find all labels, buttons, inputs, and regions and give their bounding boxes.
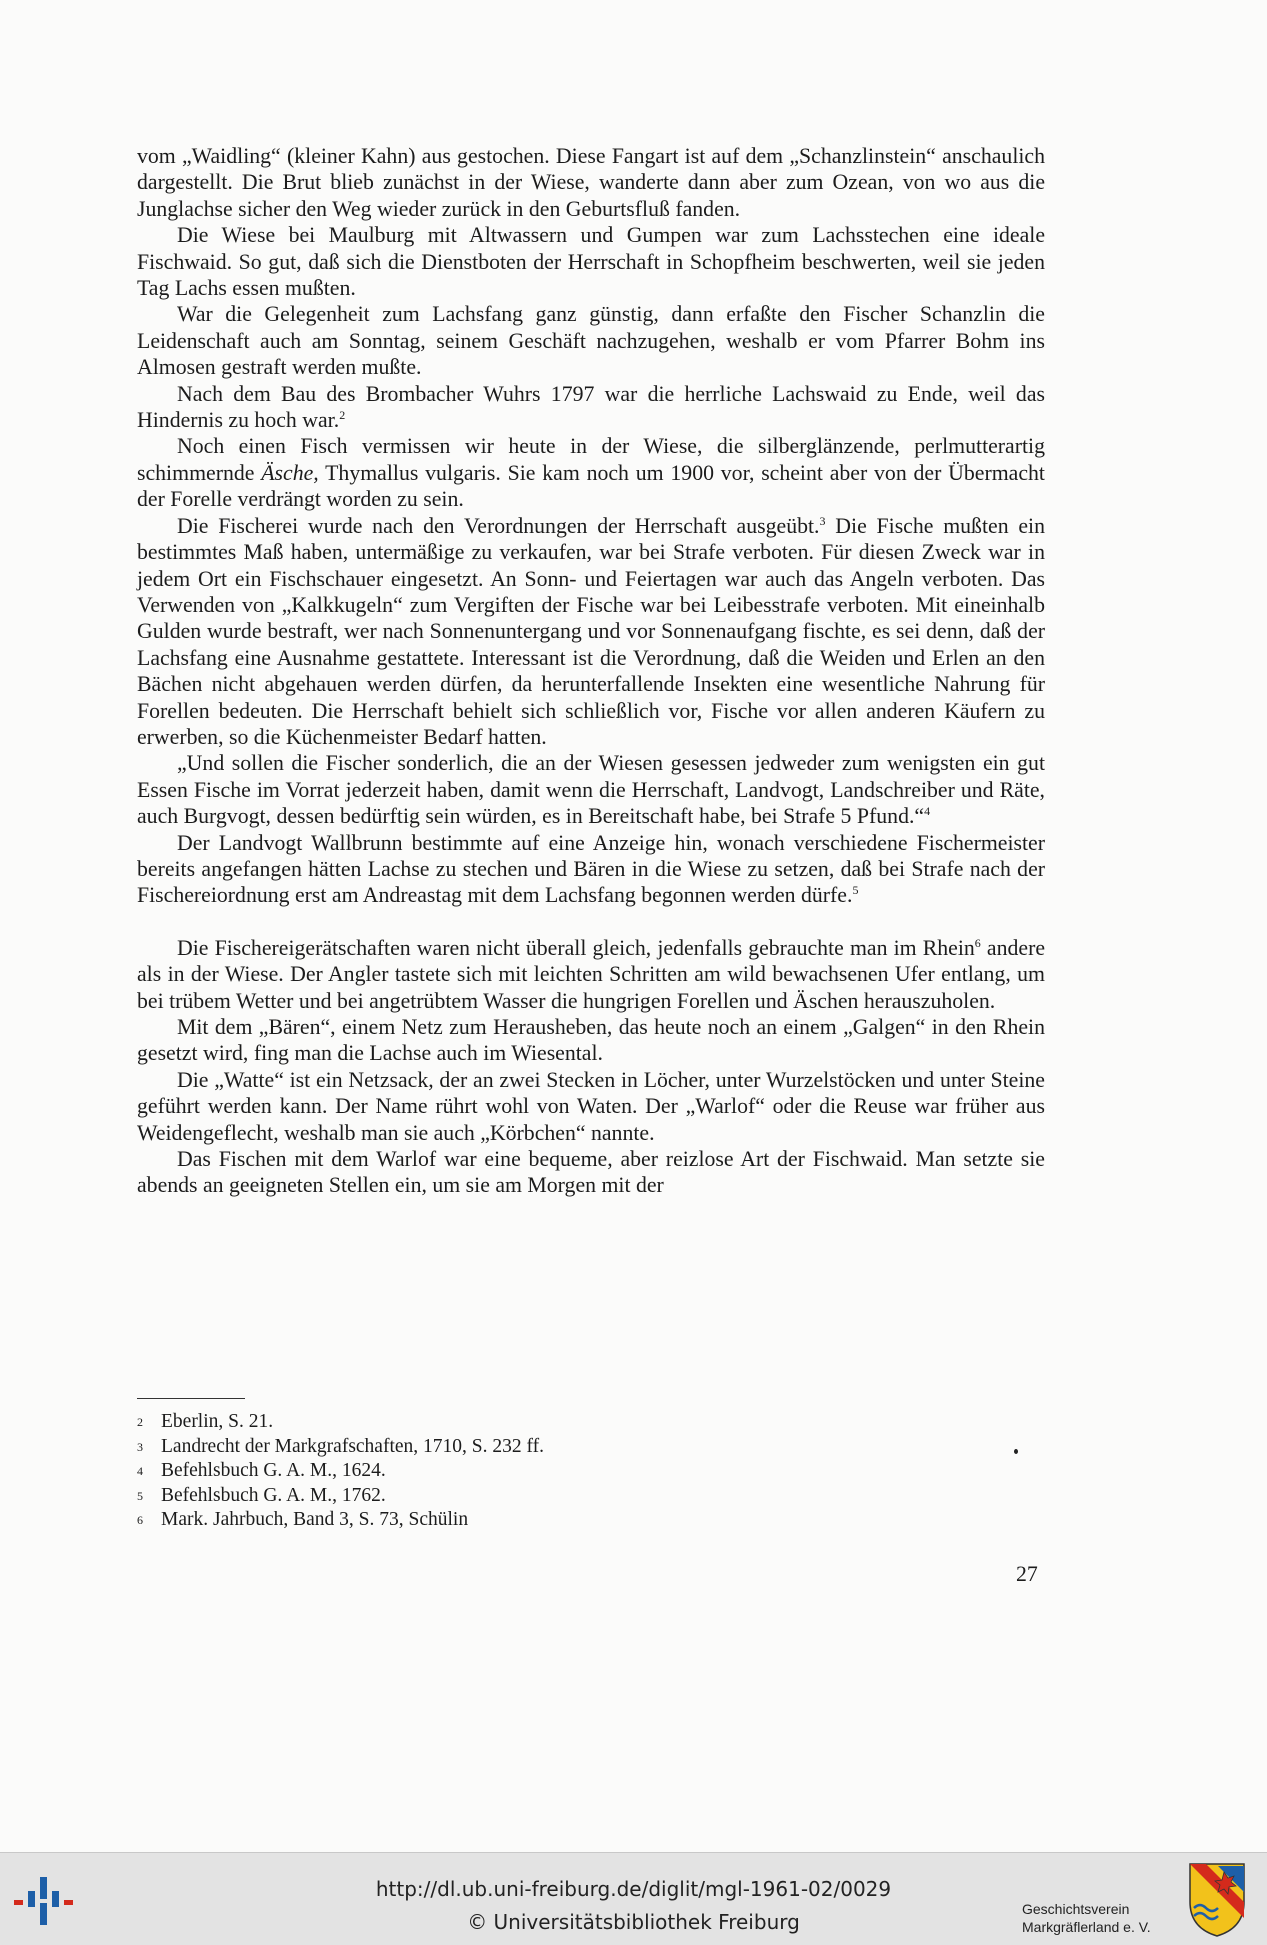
scan-speck [1014,1449,1018,1454]
footnote [137,1459,837,1484]
paragraph-6 [137,513,1045,751]
footnote-number: 5 [137,1488,143,1503]
paragraph-5-text-b: Thymallus vulgaris. Sie kam noch um 1900 vor, scheint aber von der Übermacht der Forelle verdrängt worden zu sein. [137,460,1045,512]
footnotes [137,1410,837,1533]
footnote-text: Eberlin, S. 21. [161,1411,274,1432]
footnote-text: Befehlsbuch G. A. M., 1624. [161,1460,386,1482]
society-name-line-2: Markgräflerland e. V. [1022,1919,1151,1935]
paragraph-6-text-a: Die Fischerei wurde nach den Verordnungen der Herrschaft ausgeübt. [177,513,820,538]
page-number: 27 [1016,1562,1038,1586]
footnote-number: 4 [137,1464,143,1479]
paragraph-9-text-b: andere als in der Wiese. Der Angler tastete sich mit leichten Schritten am wild bewachsenen Ufer entlang, um bei trübem Wetter und bei angetrübtem Wasser die hungrigen Forellen und Äschen herauszuholen. [137,935,1046,1013]
coat-of-arms-icon[interactable] [1188,1862,1246,1938]
footnote [137,1410,837,1435]
footnote-ref-3[interactable]: 3 [819,513,826,528]
paragraph-9 [137,935,1045,1014]
paragraph-7-text: „Und sollen die Fischer sonderlich, die an der Wiesen gesessen jedweder zum wenigsten ein gut Essen Fische im Vorrat jederzeit haben, damit wenn die Herrschaft, Landvogt, Landschreiber und Räte, auch Burgvogt, dessen bedürftig sein würden, es in Bereitschaft habe, bei Strafe 5 Pfund.“ [137,751,1045,829]
footnote-number: 3 [137,1439,143,1454]
paragraph-5-emphasis: Äsche, [261,460,319,485]
footnote-ref-2[interactable]: 2 [339,408,346,423]
paragraph-5-text-a: Noch einen Fisch vermissen wir heute in der Wiese, die silberglänzende, perlmutterartig schimmernde [137,434,1045,485]
main-text [137,143,1045,1199]
footnote-ref-6[interactable]: 6 [974,935,981,950]
paragraph-5 [137,433,1045,512]
document-url-link[interactable]: http://dl.ub.uni-freiburg.de/diglit/mgl-1961-02/0029 [375,1877,892,1901]
footnote-number: 6 [137,1513,143,1528]
footnote-ref-5[interactable]: 5 [852,883,859,898]
paragraph-1: vom „Waidling“ (kleiner Kahn) aus gestochen. Diese Fangart ist auf dem „Schanzlinstein“ anschaulich dargestellt. Die Brut blieb zunächst in der Wiese, wanderte dann aber zum Ozean, von wo aus die Junglachse sicher den Weg wieder zurück in den Geburtsfluß fanden. [137,144,1045,221]
paragraph-6-text-b: Die Fische mußten ein bestimmtes Maß haben, untermäßige zu verkaufen, war bei Strafe verboten. Für diesen Zweck war in jedem Ort ein Fischschauer eingesetzt. An Sonn- und Feiertagen war auch das Angeln verboten. Das Verwenden von „Kalkkugeln“ zum Vergiften der Fische war bei Leibesstrafe verboten. Mit eineinhalb Gulden wurde bestraft, wer nach Sonnenuntergang und vor Sonnenaufgang fischte, es sei denn, daß der Lachsfang eine Ausnahme gestattete. Interessant ist die Verordnung, daß die Weiden und Erlen an den Bächen nicht abgehauen werden dürfen, da herunterfallende Insekten eine wesentliche Nahrung für Forellen bedeuten. Die Herrschaft behielt sich schließlich vor, Fische vor allen anderen Käufern zu erwerben, so die Küchenmeister Bedarf hatten. [137,513,1045,749]
paragraph-4-text: Nach dem Bau des Brombacher Wuhrs 1797 war die herrliche Lachswaid zu Ende, weil das Hindernis zu hoch war. [137,381,1045,433]
viewer-bottom-bar [0,1852,1267,1945]
footnote [137,1435,837,1460]
paragraph-2: Die Wiese bei Maulburg mit Altwassern und Gumpen war zum Lachsstechen eine ideale Fischwaid. So gut, daß sich die Dienstboten der Herrschaft in Schopfheim beschwerten, weil sie jeden Tag Lachs essen mußten. [137,223,1045,301]
footnote-number: 2 [137,1415,143,1429]
paragraph-8 [137,830,1045,909]
paragraph-4 [137,381,1045,434]
paragraph-11: Die „Watte“ ist ein Netzsack, der an zwei Stecken in Löcher, unter Wurzelstöcken und unter Steine geführt werden kann. Der Name rührt wohl von Waten. Der „Warlof“ oder die Reuse war früher aus Weidengeflecht, weshalb man sie auch „Körbchen“ nannte. [137,1067,1045,1145]
footnote [137,1484,837,1509]
paragraph-9-text-a: Die Fischereigerätschaften waren nicht überall gleich, jedenfalls gebrauchte man im Rhein [177,935,975,960]
society-name-line-1: Geschichtsverein [1022,1901,1130,1917]
footnote-ref-4[interactable]: 4 [924,804,931,819]
footnote-divider [137,1398,245,1399]
footnote-text: Befehlsbuch G. A. M., 1762. [161,1484,386,1506]
paragraph-3: War die Gelegenheit zum Lachsfang ganz günstig, dann erfaßte den Fischer Schanzlin die Leidenschaft auch am Sonntag, seinem Geschäft nachzugehen, weshalb er vom Pfarrer Bohm ins Almosen gestraft werden mußte. [137,302,1045,380]
paragraph-12: Das Fischen mit dem Warlof war eine bequeme, aber reizlose Art der Fischwaid. Man setzte sie abends an geeigneten Stellen ein, um sie am Morgen mit der [137,1147,1045,1198]
society-name[interactable] [1022,1900,1180,1936]
footnote-text: Landrecht der Markgrafschaften, 1710, S. 232 ff. [161,1435,545,1457]
paragraph-7-quote [137,750,1045,829]
footnote-text: Mark. Jahrbuch, Band 3, S. 73, Schülin [161,1509,469,1531]
paragraph-10: Mit dem „Bären“, einem Netz zum Herausheben, das heute noch an einem „Galgen“ in den Rhein gesetzt wird, fing man die Lachse auch im Wiesental. [137,1015,1045,1066]
footnote [137,1508,837,1533]
copyright-text: © Universitätsbibliothek Freiburg [467,1910,800,1934]
paragraph-8-text: Der Landvogt Wallbrunn bestimmte auf eine Anzeige hin, wonach verschiedene Fischermeister bereits angefangen hätten Lachse zu stechen und Bären in die Wiese zu setzen, daß bei Strafe nach der Fischereiordnung erst am Andreastag mit dem Lachsfang begonnen werden dürfe. [137,830,1045,908]
